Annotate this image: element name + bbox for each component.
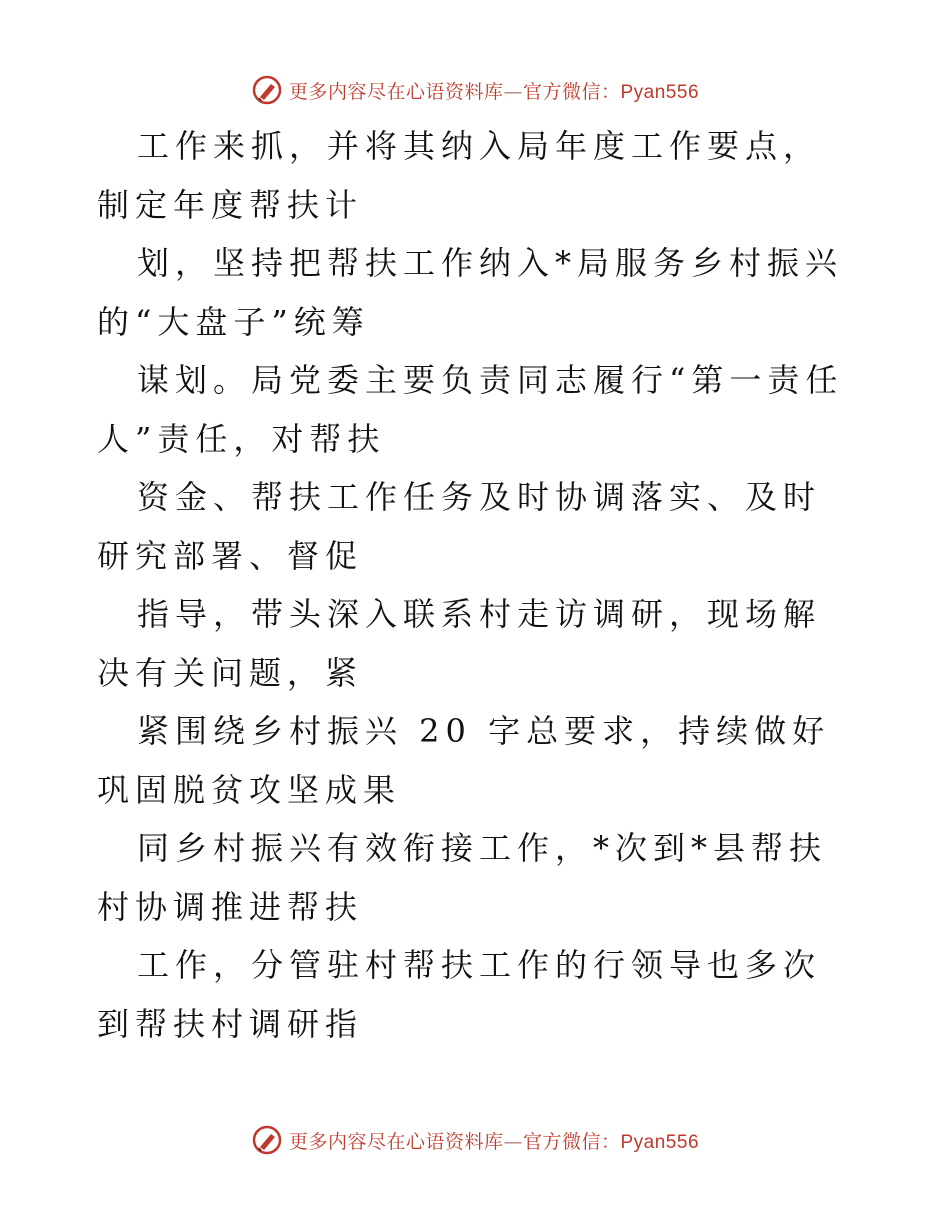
paragraph: 划，坚持把帮扶工作纳入*局服务乡村振兴的“大盘子”统筹 <box>97 244 844 341</box>
banner-text <box>289 1127 699 1154</box>
paragraph: 工作来抓，并将其纳入局年度工作要点，制定年度帮扶计 <box>97 127 822 224</box>
pen-logo-icon <box>251 1124 283 1156</box>
banner-handle: Pyan556 <box>620 81 700 103</box>
footer-banner <box>0 1120 950 1160</box>
pen-logo-icon <box>251 74 283 106</box>
banner-main-text: 更多内容尽在心语资料库 <box>288 1130 504 1153</box>
paragraph: 紧围绕乡村振兴 20 字总要求，持续做好巩固脱贫攻坚成果 <box>97 712 831 809</box>
header-banner <box>0 70 950 110</box>
banner-text <box>289 77 699 104</box>
banner-separator: — <box>503 1130 523 1153</box>
paragraph: 谋划。局党委主要负责同志履行“第一责任人”责任，对帮扶 <box>97 361 844 458</box>
paragraph: 资金、帮扶工作任务及时协调落实、及时研究部署、督促 <box>97 478 822 575</box>
banner-separator: — <box>503 80 523 103</box>
banner-wechat-label: 官方微信： <box>522 1130 621 1153</box>
paragraph: 工作，分管驻村帮扶工作的行领导也多次到帮扶村调研指 <box>97 946 822 1043</box>
paragraph: 指导，带头深入联系村走访调研，现场解决有关问题，紧 <box>97 595 822 692</box>
banner-main-text: 更多内容尽在心语资料库 <box>288 80 504 103</box>
paragraph: 同乡村振兴有效衔接工作，*次到*县帮扶村协调推进帮扶 <box>97 829 828 926</box>
document-body <box>97 117 857 1053</box>
banner-wechat-label: 官方微信： <box>522 80 621 103</box>
banner-handle: Pyan556 <box>620 1131 700 1153</box>
